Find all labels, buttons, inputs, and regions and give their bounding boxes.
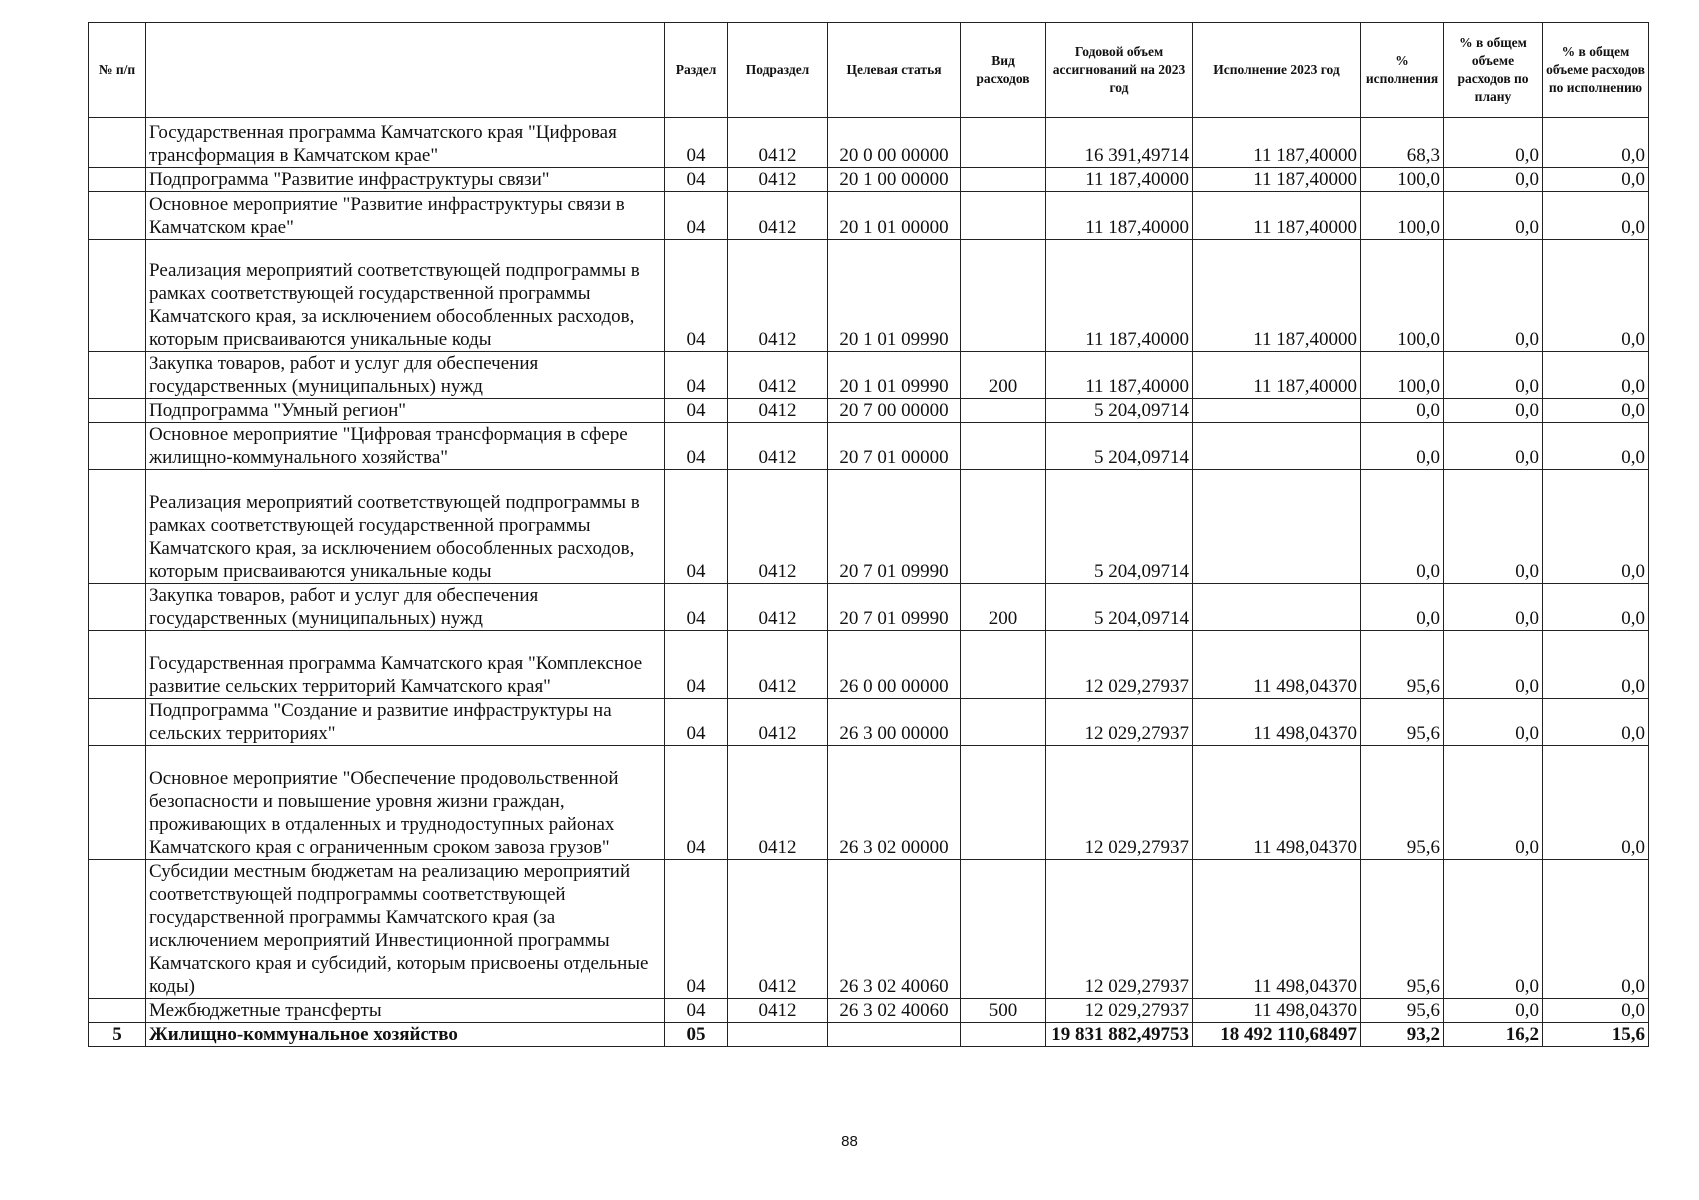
cell-podrazdel: 0412 (728, 118, 828, 168)
cell-vid: 500 (961, 999, 1046, 1023)
cell-celevaya: 20 1 01 09990 (828, 240, 961, 352)
cell-vid (961, 399, 1046, 423)
table-row (89, 999, 1649, 1023)
table-row (89, 584, 1649, 631)
cell-pct-isp-total: 0,0 (1543, 118, 1649, 168)
header-row (89, 23, 1649, 118)
cell-pct-isp: 95,6 (1361, 860, 1444, 999)
cell-pct-plan: 0,0 (1444, 584, 1543, 631)
cell-pct-plan: 0,0 (1444, 118, 1543, 168)
cell-name: Закупка товаров, работ и услуг для обеспечения государственных (муниципальных) нужд (146, 352, 665, 399)
cell-podrazdel: 0412 (728, 699, 828, 746)
cell-plan: 12 029,27937 (1046, 860, 1193, 999)
cell-podrazdel: 0412 (728, 999, 828, 1023)
cell-pct-isp: 0,0 (1361, 423, 1444, 470)
cell-pct-isp: 95,6 (1361, 999, 1444, 1023)
cell-plan: 12 029,27937 (1046, 999, 1193, 1023)
cell-pct-plan: 0,0 (1444, 423, 1543, 470)
cell-vid (961, 860, 1046, 999)
table-row (89, 352, 1649, 399)
cell-razdel: 04 (665, 999, 728, 1023)
cell-pct-isp: 100,0 (1361, 352, 1444, 399)
cell-num (89, 423, 146, 470)
cell-name: Подпрограмма "Создание и развитие инфраструктуры на сельских территориях" (146, 699, 665, 746)
cell-name: Закупка товаров, работ и услуг для обеспечения государственных (муниципальных) нужд (146, 584, 665, 631)
cell-vid (961, 168, 1046, 192)
cell-podrazdel: 0412 (728, 584, 828, 631)
cell-pct-plan: 0,0 (1444, 631, 1543, 699)
col-header-num: № п/п (89, 23, 146, 118)
cell-vid (961, 1023, 1046, 1047)
cell-num (89, 999, 146, 1023)
cell-razdel: 04 (665, 746, 728, 860)
cell-podrazdel: 0412 (728, 631, 828, 699)
cell-pct-isp: 0,0 (1361, 470, 1444, 584)
cell-podrazdel: 0412 (728, 470, 828, 584)
cell-razdel: 04 (665, 240, 728, 352)
cell-pct-isp-total: 0,0 (1543, 860, 1649, 999)
cell-ispolnenie (1193, 399, 1361, 423)
col-header-ispolnenie: Исполнение 2023 год (1193, 23, 1361, 118)
col-header-celevaya: Целевая статья (828, 23, 961, 118)
cell-vid (961, 118, 1046, 168)
col-header-pct-plan: % в общем объеме расходов по плану (1444, 23, 1543, 118)
cell-name: Основное мероприятие "Обеспечение продовольственной безопасности и повышение уровня жизни граждан, проживающих в отдаленных и труднодоступных районах Камчатского края с ограниченным сроком завоза грузов" (146, 746, 665, 860)
cell-pct-isp-total: 0,0 (1543, 192, 1649, 240)
col-header-razdel: Раздел (665, 23, 728, 118)
cell-pct-isp: 95,6 (1361, 746, 1444, 860)
cell-pct-isp: 100,0 (1361, 192, 1444, 240)
table-row-total (89, 1023, 1649, 1047)
cell-name: Реализация мероприятий соответствующей подпрограммы в рамках соответствующей государственной программы Камчатского края, за исключением обособленных расходов, которым присваиваются уникальные коды (146, 240, 665, 352)
table-row (89, 631, 1649, 699)
cell-pct-isp: 0,0 (1361, 584, 1444, 631)
col-header-name (146, 23, 665, 118)
cell-pct-isp-total: 0,0 (1543, 584, 1649, 631)
cell-name: Подпрограмма "Развитие инфраструктуры связи" (146, 168, 665, 192)
cell-plan: 19 831 882,49753 (1046, 1023, 1193, 1047)
table-row (89, 860, 1649, 999)
cell-razdel: 04 (665, 860, 728, 999)
cell-pct-isp: 93,2 (1361, 1023, 1444, 1047)
cell-plan: 11 187,40000 (1046, 352, 1193, 399)
cell-ispolnenie (1193, 423, 1361, 470)
cell-num (89, 860, 146, 999)
cell-ispolnenie: 11 187,40000 (1193, 168, 1361, 192)
table-row (89, 168, 1649, 192)
cell-ispolnenie: 11 187,40000 (1193, 352, 1361, 399)
cell-num (89, 470, 146, 584)
cell-plan: 11 187,40000 (1046, 192, 1193, 240)
cell-vid (961, 470, 1046, 584)
cell-ispolnenie: 11 498,04370 (1193, 699, 1361, 746)
cell-pct-isp-total: 0,0 (1543, 399, 1649, 423)
cell-celevaya: 20 0 00 00000 (828, 118, 961, 168)
cell-name: Субсидии местным бюджетам на реализацию мероприятий соответствующей подпрограммы соответствующей государственной программы Камчатского края (за исключением мероприятий Инвестиционной программы Камчатского края и субсидий, которым присвоены отдельные коды) (146, 860, 665, 999)
cell-num (89, 118, 146, 168)
cell-plan: 12 029,27937 (1046, 699, 1193, 746)
cell-num (89, 631, 146, 699)
cell-pct-isp-total: 0,0 (1543, 168, 1649, 192)
cell-podrazdel (728, 1023, 828, 1047)
cell-plan: 12 029,27937 (1046, 631, 1193, 699)
cell-pct-plan: 0,0 (1444, 352, 1543, 399)
cell-vid (961, 192, 1046, 240)
table-row (89, 118, 1649, 168)
cell-pct-isp: 95,6 (1361, 699, 1444, 746)
cell-pct-isp-total: 0,0 (1543, 699, 1649, 746)
cell-pct-isp: 68,3 (1361, 118, 1444, 168)
cell-plan: 12 029,27937 (1046, 746, 1193, 860)
cell-pct-isp-total: 15,6 (1543, 1023, 1649, 1047)
cell-celevaya: 20 7 00 00000 (828, 399, 961, 423)
cell-podrazdel: 0412 (728, 860, 828, 999)
cell-pct-isp: 100,0 (1361, 168, 1444, 192)
page-number: 88 (841, 1133, 858, 1150)
cell-name: Государственная программа Камчатского края "Комплексное развитие сельских территорий Камчатского края" (146, 631, 665, 699)
cell-num (89, 192, 146, 240)
cell-plan: 11 187,40000 (1046, 168, 1193, 192)
cell-pct-plan: 0,0 (1444, 746, 1543, 860)
cell-plan: 5 204,09714 (1046, 584, 1193, 631)
col-header-vid: Вид расходов (961, 23, 1046, 118)
cell-vid (961, 746, 1046, 860)
cell-razdel: 04 (665, 631, 728, 699)
table-row (89, 699, 1649, 746)
cell-razdel: 04 (665, 470, 728, 584)
cell-vid (961, 631, 1046, 699)
cell-pct-plan: 0,0 (1444, 999, 1543, 1023)
cell-celevaya: 20 7 01 00000 (828, 423, 961, 470)
cell-celevaya: 26 3 02 40060 (828, 999, 961, 1023)
cell-pct-plan: 0,0 (1444, 192, 1543, 240)
col-header-pct-isp-total: % в общем объеме расходов по исполнению (1543, 23, 1649, 118)
cell-podrazdel: 0412 (728, 746, 828, 860)
table-row (89, 470, 1649, 584)
cell-razdel: 04 (665, 118, 728, 168)
cell-pct-isp: 0,0 (1361, 399, 1444, 423)
cell-pct-isp: 100,0 (1361, 240, 1444, 352)
cell-podrazdel: 0412 (728, 168, 828, 192)
cell-razdel: 04 (665, 699, 728, 746)
cell-pct-isp-total: 0,0 (1543, 240, 1649, 352)
cell-plan: 16 391,49714 (1046, 118, 1193, 168)
cell-razdel: 04 (665, 352, 728, 399)
cell-ispolnenie: 18 492 110,68497 (1193, 1023, 1361, 1047)
cell-razdel: 04 (665, 192, 728, 240)
cell-pct-plan: 0,0 (1444, 699, 1543, 746)
cell-razdel: 04 (665, 423, 728, 470)
cell-pct-isp-total: 0,0 (1543, 631, 1649, 699)
cell-podrazdel: 0412 (728, 352, 828, 399)
cell-razdel: 04 (665, 399, 728, 423)
col-header-plan: Годовой объем ассигнований на 2023 год (1046, 23, 1193, 118)
cell-name: Жилищно-коммунальное хозяйство (146, 1023, 665, 1047)
cell-celevaya: 20 1 01 09990 (828, 352, 961, 399)
cell-pct-plan: 16,2 (1444, 1023, 1543, 1047)
cell-name: Подпрограмма "Умный регион" (146, 399, 665, 423)
cell-plan: 11 187,40000 (1046, 240, 1193, 352)
cell-num (89, 746, 146, 860)
table-row (89, 423, 1649, 470)
cell-num: 5 (89, 1023, 146, 1047)
cell-plan: 5 204,09714 (1046, 399, 1193, 423)
cell-podrazdel: 0412 (728, 399, 828, 423)
col-header-podrazdel: Подраздел (728, 23, 828, 118)
col-header-pct-isp: % исполнения (1361, 23, 1444, 118)
cell-ispolnenie: 11 187,40000 (1193, 240, 1361, 352)
cell-pct-isp-total: 0,0 (1543, 423, 1649, 470)
cell-celevaya: 26 0 00 00000 (828, 631, 961, 699)
cell-vid (961, 240, 1046, 352)
table-row (89, 240, 1649, 352)
cell-name: Государственная программа Камчатского края "Цифровая трансформация в Камчатском крае" (146, 118, 665, 168)
cell-pct-isp-total: 0,0 (1543, 746, 1649, 860)
budget-table (88, 22, 1649, 1047)
cell-name: Основное мероприятие "Цифровая трансформация в сфере жилищно-коммунального хозяйства" (146, 423, 665, 470)
cell-name: Реализация мероприятий соответствующей подпрограммы в рамках соответствующей государственной программы Камчатского края, за исключением обособленных расходов, которым присваиваются уникальные коды (146, 470, 665, 584)
cell-ispolnenie: 11 187,40000 (1193, 118, 1361, 168)
cell-razdel: 04 (665, 168, 728, 192)
cell-pct-isp: 95,6 (1361, 631, 1444, 699)
cell-pct-isp-total: 0,0 (1543, 352, 1649, 399)
cell-ispolnenie: 11 498,04370 (1193, 746, 1361, 860)
cell-vid (961, 699, 1046, 746)
cell-podrazdel: 0412 (728, 192, 828, 240)
table-row (89, 192, 1649, 240)
cell-vid: 200 (961, 584, 1046, 631)
cell-num (89, 399, 146, 423)
cell-celevaya: 20 7 01 09990 (828, 470, 961, 584)
cell-podrazdel: 0412 (728, 240, 828, 352)
cell-celevaya: 26 3 00 00000 (828, 699, 961, 746)
cell-celevaya: 26 3 02 00000 (828, 746, 961, 860)
cell-num (89, 699, 146, 746)
cell-vid (961, 423, 1046, 470)
cell-plan: 5 204,09714 (1046, 470, 1193, 584)
cell-pct-isp-total: 0,0 (1543, 470, 1649, 584)
cell-num (89, 168, 146, 192)
cell-pct-plan: 0,0 (1444, 240, 1543, 352)
cell-plan: 5 204,09714 (1046, 423, 1193, 470)
cell-pct-plan: 0,0 (1444, 399, 1543, 423)
cell-vid: 200 (961, 352, 1046, 399)
cell-ispolnenie: 11 498,04370 (1193, 631, 1361, 699)
cell-ispolnenie (1193, 470, 1361, 584)
cell-pct-plan: 0,0 (1444, 860, 1543, 999)
cell-celevaya: 20 7 01 09990 (828, 584, 961, 631)
cell-razdel: 05 (665, 1023, 728, 1047)
cell-name: Межбюджетные трансферты (146, 999, 665, 1023)
cell-num (89, 240, 146, 352)
cell-num (89, 352, 146, 399)
cell-pct-isp-total: 0,0 (1543, 999, 1649, 1023)
cell-celevaya: 20 1 00 00000 (828, 168, 961, 192)
cell-ispolnenie (1193, 584, 1361, 631)
cell-celevaya: 20 1 01 00000 (828, 192, 961, 240)
table-row (89, 746, 1649, 860)
cell-ispolnenie: 11 187,40000 (1193, 192, 1361, 240)
cell-celevaya (828, 1023, 961, 1047)
table-body (89, 118, 1649, 1047)
cell-pct-plan: 0,0 (1444, 168, 1543, 192)
cell-ispolnenie: 11 498,04370 (1193, 860, 1361, 999)
cell-ispolnenie: 11 498,04370 (1193, 999, 1361, 1023)
cell-pct-plan: 0,0 (1444, 470, 1543, 584)
cell-podrazdel: 0412 (728, 423, 828, 470)
cell-name: Основное мероприятие "Развитие инфраструктуры связи в Камчатском крае" (146, 192, 665, 240)
cell-celevaya: 26 3 02 40060 (828, 860, 961, 999)
cell-num (89, 584, 146, 631)
table-row (89, 399, 1649, 423)
cell-razdel: 04 (665, 584, 728, 631)
